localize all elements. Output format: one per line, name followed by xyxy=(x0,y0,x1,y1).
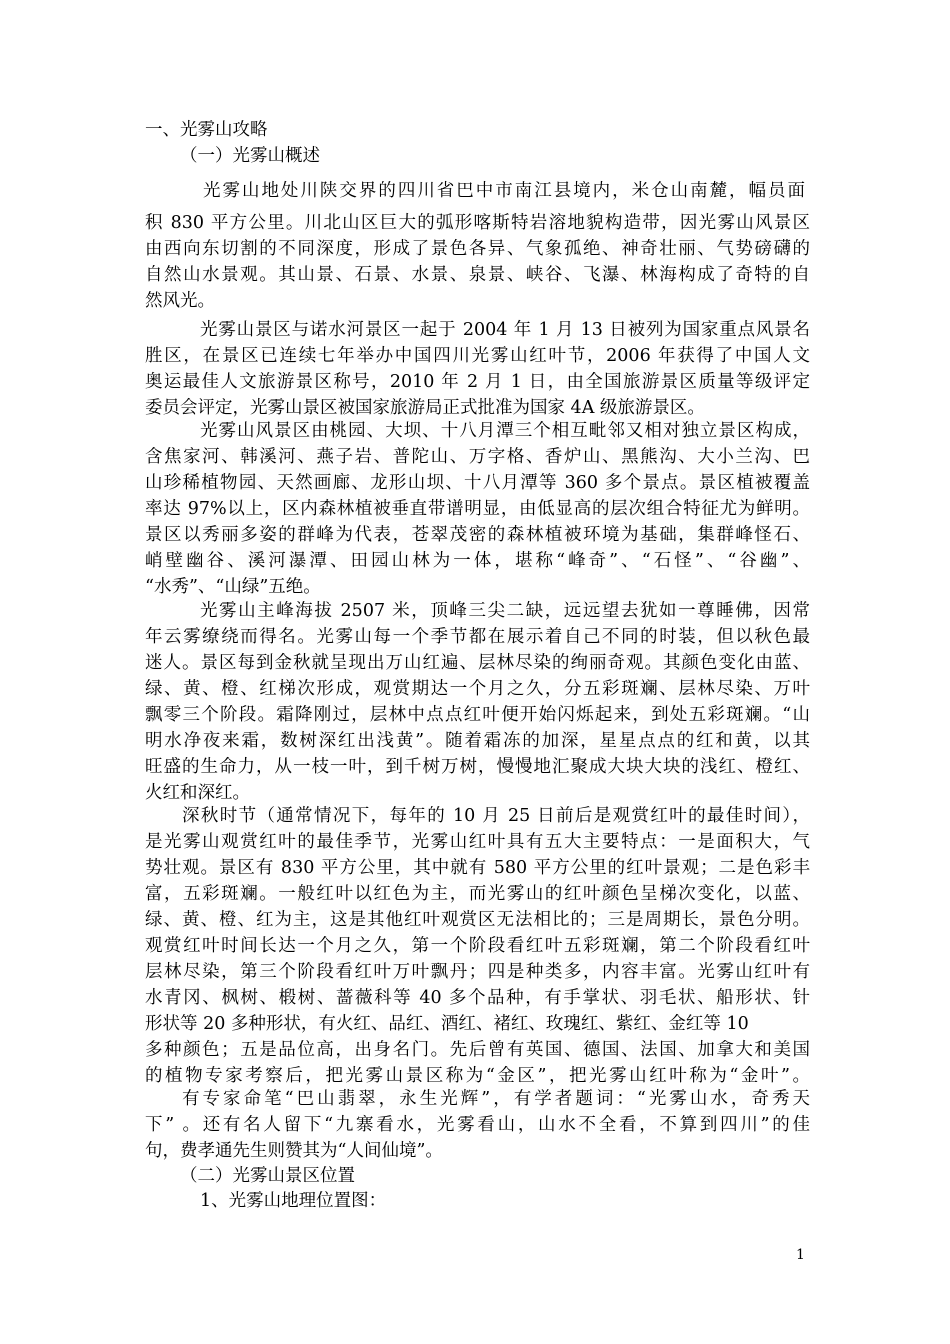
paragraph-line: 峭壁幽谷、溪河瀑潭、田园山林为一体，堪称“峰奇”、“石怪”、“谷幽”、 xyxy=(145,551,810,571)
paragraph-line: “水秀”、“山绿”五绝。 xyxy=(145,577,321,597)
paragraph-line: 委员会评定，光雾山景区被国家旅游局正式批准为国家 4A 级旅游景区。 xyxy=(145,398,705,418)
paragraph-line: 深秋时节（通常情况下，每年的 10 月 25 日前后是观赏红叶的最佳时间）， xyxy=(182,806,810,826)
paragraph-line: 光雾山地处川陕交界的四川省巴中市南江县境内，米仓山南麓，幅员面 xyxy=(203,181,805,201)
paragraph-line: 山珍稀植物园、天然画廊、龙形山坝、十八月潭等 360 多个景点。景区植被覆盖 xyxy=(145,473,810,493)
section-heading: 一、光雾山攻略 xyxy=(145,120,268,140)
paragraph-line: 旺盛的生命力，从一枝一叶，到千树万树，慢慢地汇聚成大块大块的浅红、橙红、 xyxy=(145,757,810,777)
paragraph-line: 水青冈、枫树、椴树、蔷薇科等 40 多个品种，有手掌状、羽毛状、船形状、针 xyxy=(145,988,810,1008)
paragraph-line: 下” 。还有名人留下“九寨看水，光雾看山，山水不全看，不算到四川”的佳 xyxy=(145,1115,810,1135)
paragraph-line: 有专家命笔“巴山翡翠，永生光辉”，有学者题词：“光雾山水，奇秀天 xyxy=(182,1089,810,1109)
paragraph-line: 率达 97%以上，区内森林植被垂直带谱明显，由低显高的层次组合特征尤为鲜明。 xyxy=(145,499,810,519)
paragraph-line: 势壮观。景区有 830 平方公里，其中就有 580 平方公里的红叶景观；二是色彩丰 xyxy=(145,858,810,878)
paragraph-line: 绿、黄、橙、红为主，这是其他红叶观赏区无法相比的；三是周期长，景色分明。 xyxy=(145,910,810,930)
paragraph-line: 积 830 平方公里。川北山区巨大的弧形喀斯特岩溶地貌构造带，因光雾山风景区 xyxy=(145,213,810,233)
paragraph-line: 自然山水景观。其山景、石景、水景、泉景、峡谷、飞瀑、林海构成了奇特的自 xyxy=(145,265,810,285)
paragraph-line: 迷人。景区每到金秋就呈现出万山红遍、层林尽染的绚丽奇观。其颜色变化由蓝、 xyxy=(145,653,810,673)
paragraph-line: 含焦家河、韩溪河、燕子岩、普陀山、万字格、香炉山、黑熊沟、大小兰沟、巴 xyxy=(145,447,810,467)
paragraph-line: 胜区，在景区已连续七年举办中国四川光雾山红叶节，2006 年获得了中国人文 xyxy=(145,346,810,366)
paragraph-line: 光雾山主峰海拔 2507 米，顶峰三尖二缺，远远望去犹如一尊睡佛，因常 xyxy=(200,601,810,621)
paragraph-line: 绿、黄、橙、红梯次形成，观赏期达一个月之久，分五彩斑斓、层林尽染、万叶 xyxy=(145,679,810,699)
paragraph-line: 光雾山景区与诺水河景区一起于 2004 年 1 月 13 日被列为国家重点风景名 xyxy=(200,320,810,340)
paragraph-line: 明水净夜来霜，数树深红出浅黄”。随着霜冻的加深，星星点点的红和黄，以其 xyxy=(145,731,810,751)
paragraph-line: 是光雾山观赏红叶的最佳季节，光雾山红叶具有五大主要特点：一是面积大，气 xyxy=(145,832,810,852)
subsection-heading: （一）光雾山概述 xyxy=(180,146,320,166)
paragraph-line: 景区以秀丽多姿的群峰为代表，苍翠茂密的森林植被环境为基础，集群峰怪石、 xyxy=(145,525,810,545)
subsection-heading: （二）光雾山景区位置 xyxy=(180,1166,355,1186)
paragraph-line: 飘零三个阶段。霜降刚过，层林中点点红叶便开始闪烁起来，到处五彩斑斓。“山 xyxy=(145,705,810,725)
list-item: 1、光雾山地理位置图： xyxy=(200,1191,387,1211)
page-number: 1 xyxy=(796,1247,805,1263)
paragraph-line: 的植物专家考察后，把光雾山景区称为“金区”，把光雾山红叶称为“金叶”。 xyxy=(145,1066,810,1086)
paragraph-line: 然风光。 xyxy=(145,291,215,311)
paragraph-line: 观赏红叶时间长达一个月之久，第一个阶段看红叶五彩斑斓，第二个阶段看红叶 xyxy=(145,936,810,956)
paragraph-line: 句，费孝通先生则赞其为“人间仙境”。 xyxy=(145,1141,443,1161)
paragraph-line: 火红和深红。 xyxy=(145,783,250,803)
paragraph-line: 形状等 20 多种形状，有火红、品红、酒红、褚红、玫瑰红、紫红、金红等 10 xyxy=(145,1014,749,1034)
paragraph-line: 奥运最佳人文旅游景区称号，2010 年 2 月 1 日，由全国旅游景区质量等级评定 xyxy=(145,372,810,392)
paragraph-line: 年云雾缭绕而得名。光雾山每一个季节都在展示着自己不同的时装，但以秋色最 xyxy=(145,627,810,647)
paragraph-line: 多种颜色；五是品位高，出身名门。先后曾有英国、德国、法国、加拿大和美国 xyxy=(145,1040,810,1060)
paragraph-line: 由西向东切割的不同深度，形成了景色各异、气象孤绝、神奇壮丽、气势磅礴的 xyxy=(145,239,810,259)
paragraph-line: 富，五彩斑斓。一般红叶以红色为主，而光雾山的红叶颜色呈梯次变化，以蓝、 xyxy=(145,884,810,904)
paragraph-line: 光雾山风景区由桃园、大坝、十八月潭三个相互毗邻又相对独立景区构成， xyxy=(200,421,810,441)
paragraph-line: 层林尽染，第三个阶段看红叶万叶飘丹；四是种类多，内容丰富。光雾山红叶有 xyxy=(145,962,810,982)
